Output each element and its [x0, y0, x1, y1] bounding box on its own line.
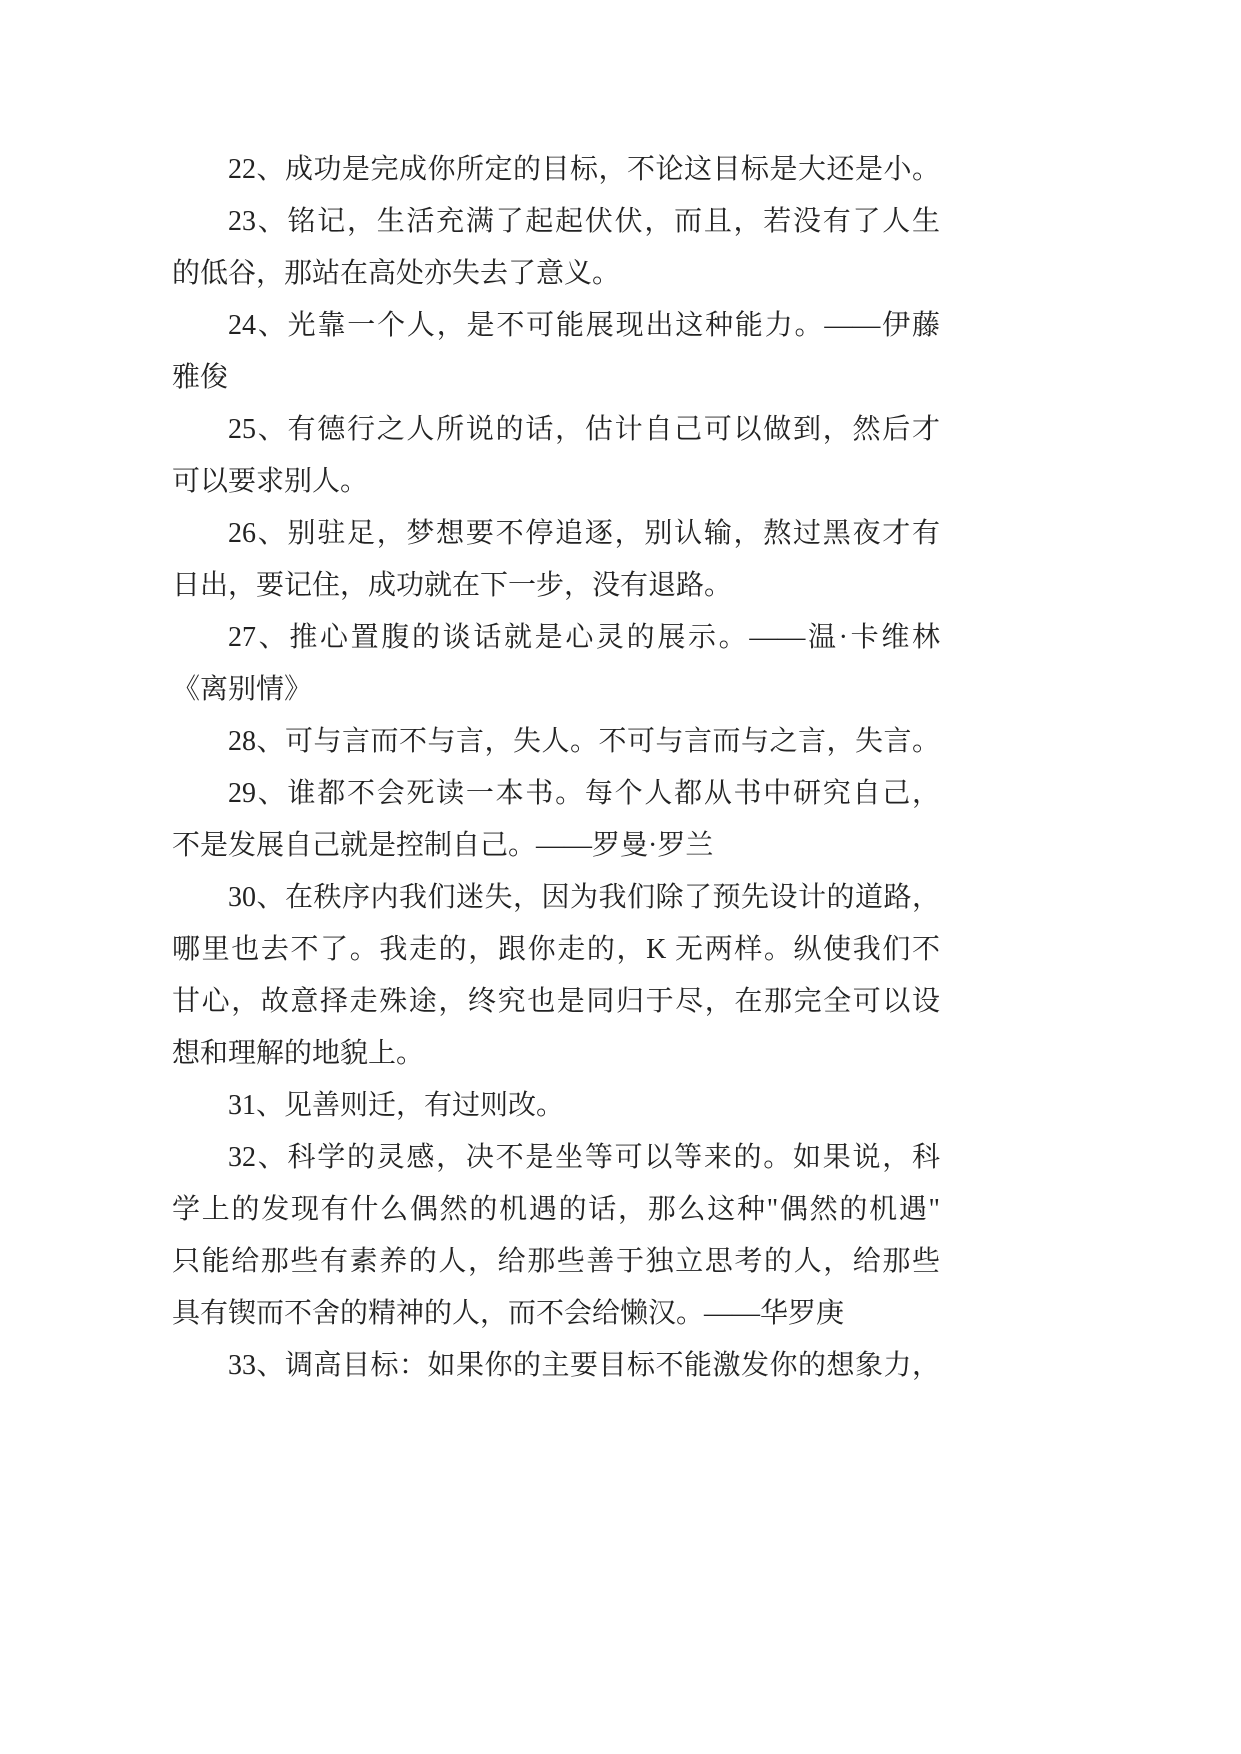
paragraph-line: 28、可与言而不与言，失人。不可与言而与之言，失言。 [228, 726, 940, 757]
quote-paragraph-32 [172, 1132, 940, 1340]
paragraph-line: 22、成功是完成你所定的目标，不论这目标是大还是小。 [228, 154, 940, 185]
paragraph-line: 甘心，故意择走殊途，终究也是同归于尽，在那完全可以设 [172, 986, 940, 1017]
quote-paragraph-24 [172, 300, 940, 404]
quote-paragraph-31 [172, 1080, 940, 1132]
quote-paragraph-28 [172, 716, 940, 768]
document-body [172, 144, 940, 1392]
paragraph-line: 24、光靠一个人，是不可能展现出这种能力。——伊藤 [228, 310, 940, 341]
paragraph-line: 《离别情》 [172, 674, 313, 705]
quote-paragraph-25 [172, 404, 940, 508]
paragraph-line: 学上的发现有什么偶然的机遇的话，那么这种"偶然的机遇" [172, 1194, 940, 1225]
quote-paragraph-23 [172, 196, 940, 300]
paragraph-line: 23、铭记，生活充满了起起伏伏，而且，若没有了人生 [228, 206, 940, 237]
paragraph-line: 哪里也去不了。我走的，跟你走的，K 无两样。纵使我们不 [172, 934, 940, 965]
paragraph-line: 32、科学的灵感，决不是坐等可以等来的。如果说，科 [228, 1142, 940, 1173]
paragraph-line: 27、推心置腹的谈话就是心灵的展示。——温·卡维林 [228, 622, 940, 653]
quote-paragraph-33 [172, 1340, 940, 1392]
paragraph-line: 只能给那些有素养的人，给那些善于独立思考的人，给那些 [172, 1246, 940, 1277]
paragraph-line: 不是发展自己就是控制自己。——罗曼·罗兰 [172, 830, 714, 861]
paragraph-line: 31、见善则迁，有过则改。 [228, 1090, 565, 1121]
paragraph-line: 30、在秩序内我们迷失，因为我们除了预先设计的道路， [228, 882, 940, 913]
paragraph-line: 33、调高目标：如果你的主要目标不能激发你的想象力， [228, 1350, 940, 1381]
paragraph-line: 可以要求别人。 [172, 466, 369, 497]
paragraph-line: 想和理解的地貌上。 [172, 1038, 425, 1069]
paragraph-line: 具有锲而不舍的精神的人，而不会给懒汉。——华罗庚 [172, 1298, 845, 1329]
quote-paragraph-27 [172, 612, 940, 716]
paragraph-line: 雅俊 [172, 362, 229, 393]
paragraph-line: 29、谁都不会死读一本书。每个人都从书中研究自己， [228, 778, 940, 809]
paragraph-line: 25、有德行之人所说的话，估计自己可以做到，然后才 [228, 414, 940, 445]
paragraph-line: 的低谷，那站在高处亦失去了意义。 [172, 258, 621, 289]
quote-paragraph-30 [172, 872, 940, 1080]
paragraph-line: 日出，要记住，成功就在下一步，没有退路。 [172, 570, 733, 601]
quote-paragraph-29 [172, 768, 940, 872]
quote-paragraph-22 [172, 144, 940, 196]
paragraph-line: 26、别驻足，梦想要不停追逐，别认输，熬过黑夜才有 [228, 518, 940, 549]
quote-paragraph-26 [172, 508, 940, 612]
